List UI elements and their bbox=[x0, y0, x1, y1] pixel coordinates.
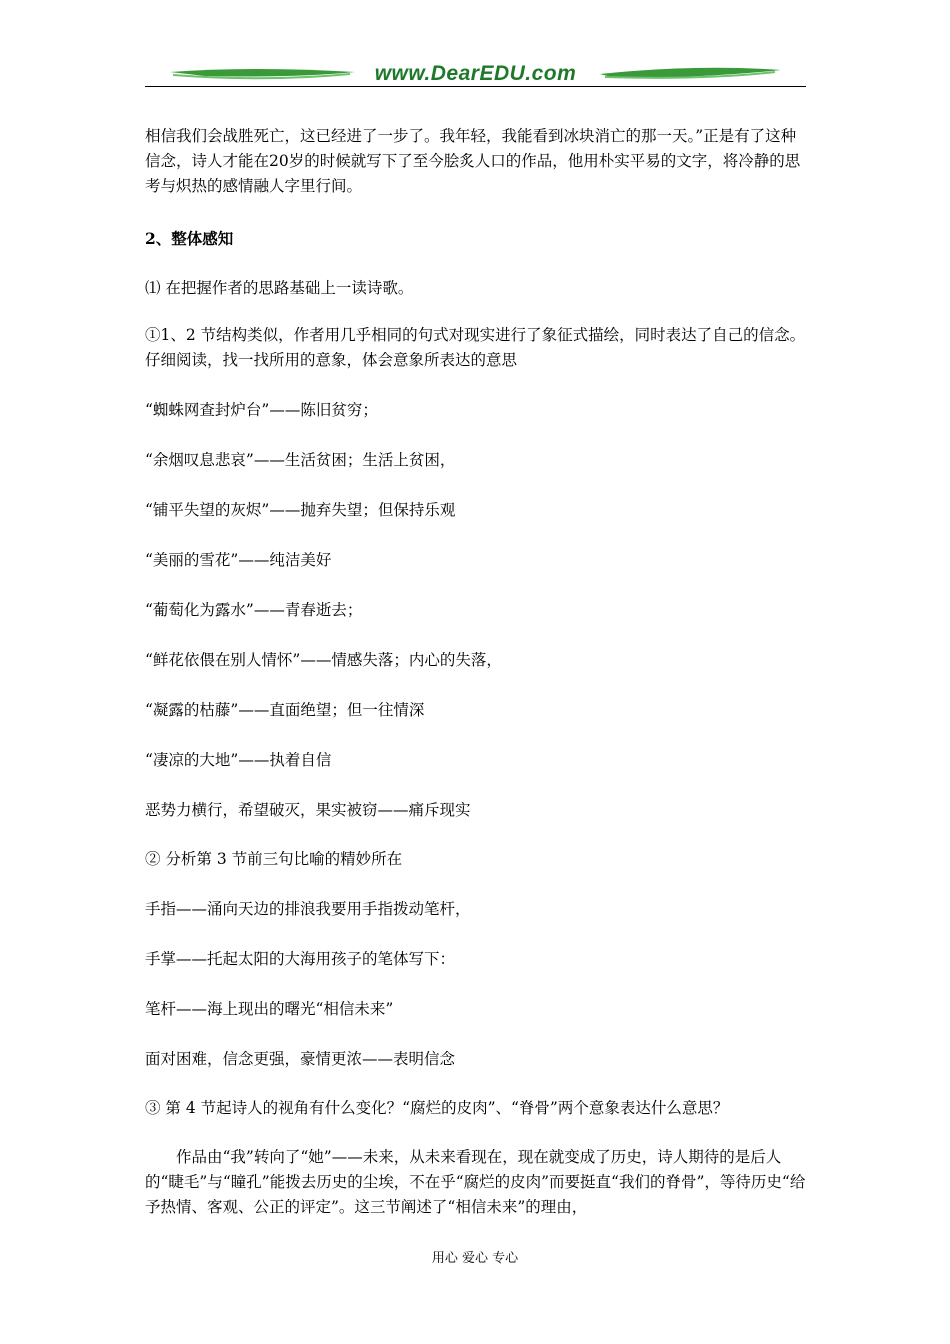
paragraph: ⑴ 在把握作者的思路基础上一读诗歌。 bbox=[145, 279, 414, 297]
imagery-line: “鲜花依偎在别人情怀”——情感失落；内心的失落， bbox=[145, 651, 502, 669]
paragraph: 相信我们会战胜死亡，这已经进了一步了。我年轻，我能看到冰块消亡的那一天。”正是有了这种信念，诗人才能在20岁的时候就写下了至今脍炙人口的作品，他用朴实平易的文字，将冷静的思考与炽热的感情融人字里行间。 bbox=[145, 127, 801, 195]
paragraph: 恶势力横行，希望破灭，果实被窃——痛斥现实 bbox=[145, 801, 471, 819]
paragraph: 面对困难，信念更强，豪情更浓——表明信念 bbox=[145, 1050, 456, 1068]
paragraph: 作品由“我”转向了“她”——未来，从未来看现在，现在就变成了历史，诗人期待的是后人的“睫毛”与“瞳孔”能拨去历史的尘埃，不在乎“腐烂的皮肉”而要挺直“我们的脊骨”，等待历史“给予热情、客观、公正的评定”。这三节阐述了“相信未来”的理由， bbox=[145, 1148, 806, 1216]
page-footer: 用心 爱心 专心 bbox=[431, 1251, 519, 1266]
question-line: ② 分析第 3 节前三句比喻的精妙所在 bbox=[145, 850, 403, 868]
imagery-line: “余烟叹息悲哀”——生活贫困；生活上贫困， bbox=[145, 451, 456, 469]
imagery-line: “凄凉的大地”——执着自信 bbox=[145, 751, 332, 769]
site-url: www.DearEDU.com bbox=[374, 62, 577, 85]
question-line: ③ 第 4 节起诗人的视角有什么变化？“腐烂的皮肉”、“脊骨”两个意象表达什么意思？ bbox=[145, 1099, 729, 1117]
metaphor-line: 笔杆——海上现出的曙光“相信未来” bbox=[145, 1000, 394, 1018]
metaphor-line: 手掌——托起太阳的大海用孩子的笔体写下： bbox=[145, 950, 456, 968]
imagery-line: “凝露的枯藤”——直面绝望；但一往情深 bbox=[145, 701, 425, 719]
header-divider bbox=[145, 86, 806, 87]
paragraph: ①1、2 节结构类似，作者用几乎相同的句式对现实进行了象征式描绘，同时表达了自己的信念。仔细阅读，找一找所用的意象，体会意象所表达的意思 bbox=[145, 326, 806, 369]
metaphor-line: 手指——涌向天边的排浪我要用手指拨动笔杆， bbox=[145, 900, 471, 918]
section-heading: 2、整体感知 bbox=[145, 229, 234, 248]
imagery-line: “铺平失望的灰烬”——抛弃失望；但保持乐观 bbox=[145, 501, 456, 519]
imagery-line: “葡萄化为露水”——青春逝去； bbox=[145, 601, 363, 619]
imagery-line: “美丽的雪花”——纯洁美好 bbox=[145, 551, 332, 569]
imagery-line: “蜘蛛网查封炉台”——陈旧贫穷； bbox=[145, 401, 378, 419]
